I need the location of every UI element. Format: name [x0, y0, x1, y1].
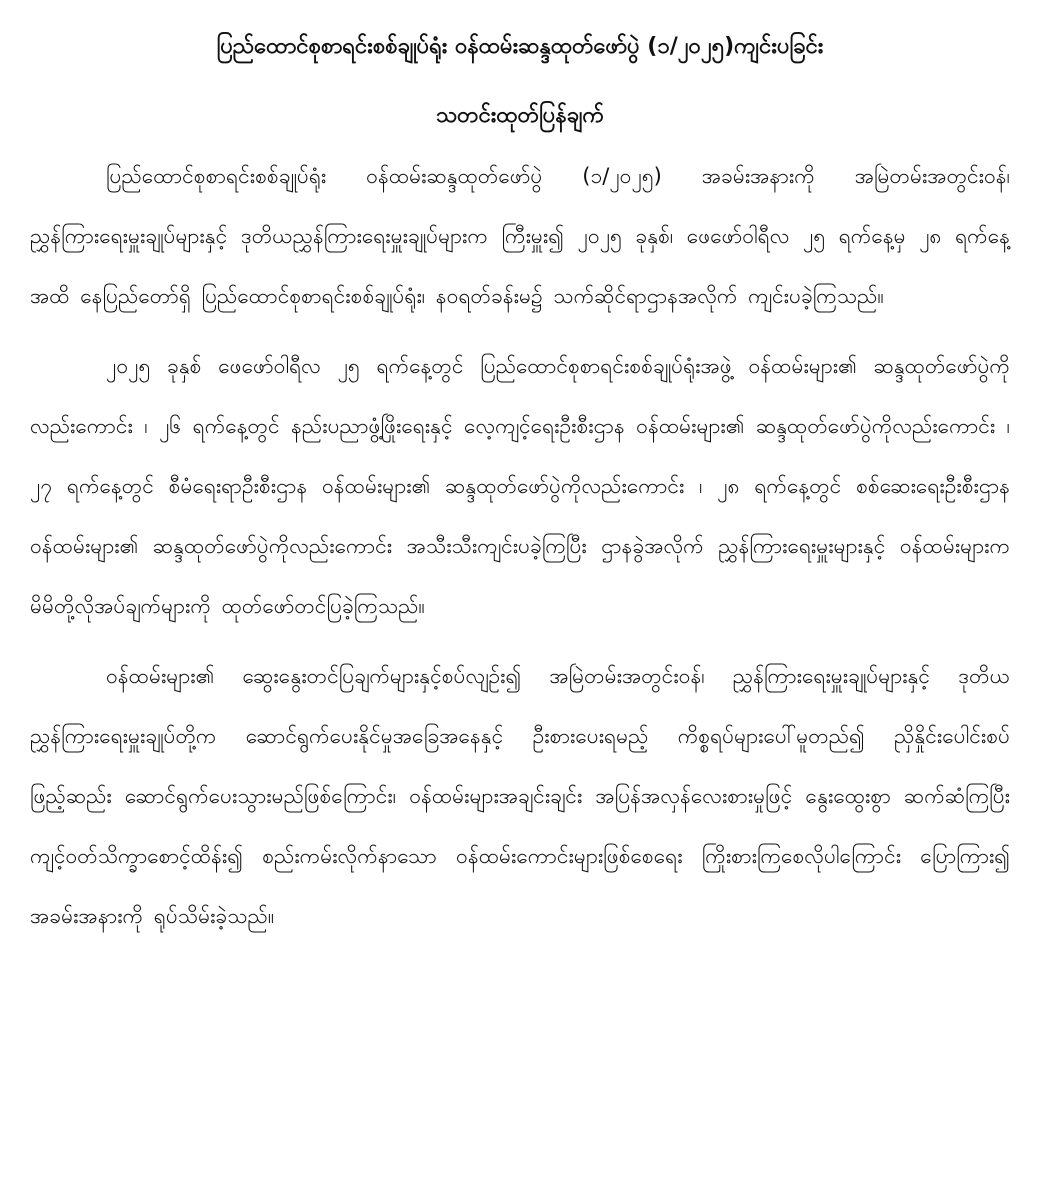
paragraph-3: ဝန်ထမ်းများ၏ ဆွေးနွေးတင်ပြချက်များနှင့်စပ်လျဉ်း၍ အမြဲတမ်းအတွင်းဝန်၊ ညွှန်ကြားရေးမှူးချုပ်များနှင့် ဒုတိယညွှန်ကြားရေးမှူးချုပ်တို့က ဆောင်ရွက်ပေးနိုင်မှုအခြေအနေနှင့် ဦးစားပေးရမည့် ကိစ္စရပ်များပေါ်မူတည်၍ ညှိနှိုင်းပေါင်းစပ်ဖြည့်ဆည်း ဆောင်ရွက်ပေးသွားမည်ဖြစ်ကြောင်း၊ ဝန်ထမ်းများအချင်းချင်း အပြန်အလှန်လေးစားမှုဖြင့် နွေးထွေးစွာ ဆက်ဆံကြပြီး ကျင့်ဝတ်သိက္ခာစောင့်ထိန်း၍ စည်းကမ်းလိုက်နာသော ဝန်ထမ်းကောင်းများဖြစ်စေရေး ကြိုးစားကြစေလိုပါကြောင်း ပြောကြား၍ အခမ်းအနားကို ရုပ်သိမ်းခဲ့သည်။	[30, 663, 1010, 928]
paragraph-1: ပြည်ထောင်စုစာရင်းစစ်ချုပ်ရုံး ဝန်ထမ်းဆန္ဒထုတ်ဖော်ပွဲ (၁/၂၀၂၅) အခမ်းအနားကို အမြဲတမ်းအတွင်းဝန်၊ ညွှန်ကြားရေးမှူးချုပ်များနှင့် ဒုတိယညွှန်ကြားရေးမှူးချုပ်များက ကြီးမှူး၍ ၂၀၂၅ ခုနှစ်၊ ဖေဖော်ဝါရီလ ၂၅ ရက်နေ့မှ ၂၈ ရက်နေ့အထိ နေပြည်တော်ရှိ ပြည်ထောင်စုစာရင်းစစ်ချုပ်ရုံး၊ န၀ရတ်ခန်းမ၌ သက်ဆိုင်ရာဌာနအလိုက် ကျင်းပခဲ့ကြသည်။	[30, 163, 1010, 308]
paragraph-2: ၂၀၂၅ ခုနှစ် ဖေဖော်ဝါရီလ ၂၅ ရက်နေ့တွင် ပြည်ထောင်စုစာရင်းစစ်ချုပ်ရုံးအဖွဲ့ ဝန်ထမ်းများ၏ ဆန္ဒထုတ်ဖော်ပွဲကို လည်းကောင်း ၊ ၂၆ ရက်နေ့တွင် နည်းပညာဖွံ့ဖြိုးရေးနှင့် လေ့ကျင့်ရေးဦးစီးဌာန ဝန်ထမ်းများ၏ ဆန္ဒထုတ်ဖော်ပွဲကိုလည်းကောင်း ၊ ၂၇ ရက်နေ့တွင် စီမံရေးရာဦးစီးဌာန ဝန်ထမ်းများ၏ ဆန္ဒထုတ်ဖော်ပွဲကိုလည်းကောင်း ၊ ၂၈ ရက်နေ့တွင် စစ်ဆေးရေးဦးစီးဌာနဝန်ထမ်းများ၏ ဆန္ဒထုတ်ဖော်ပွဲကိုလည်းကောင်း အသီးသီးကျင်းပခဲ့ကြပြီး ဌာနခွဲအလိုက် ညွှန်ကြားရေးမှူးများနှင့် ဝန်ထမ်းများက မိမိတို့လိုအပ်ချက်များကို ထုတ်ဖော်တင်ပြခဲ့ကြသည်။	[30, 353, 1010, 618]
document-title: ပြည်ထောင်စုစာရင်းစစ်ချုပ်ရုံး ဝန်ထမ်းဆန္ဒထုတ်ဖော်ပွဲ (၁/၂၀၂၅)ကျင်းပခြင်း	[216, 34, 824, 59]
document-subtitle: သတင်းထုတ်ပြန်ချက်	[435, 102, 605, 128]
